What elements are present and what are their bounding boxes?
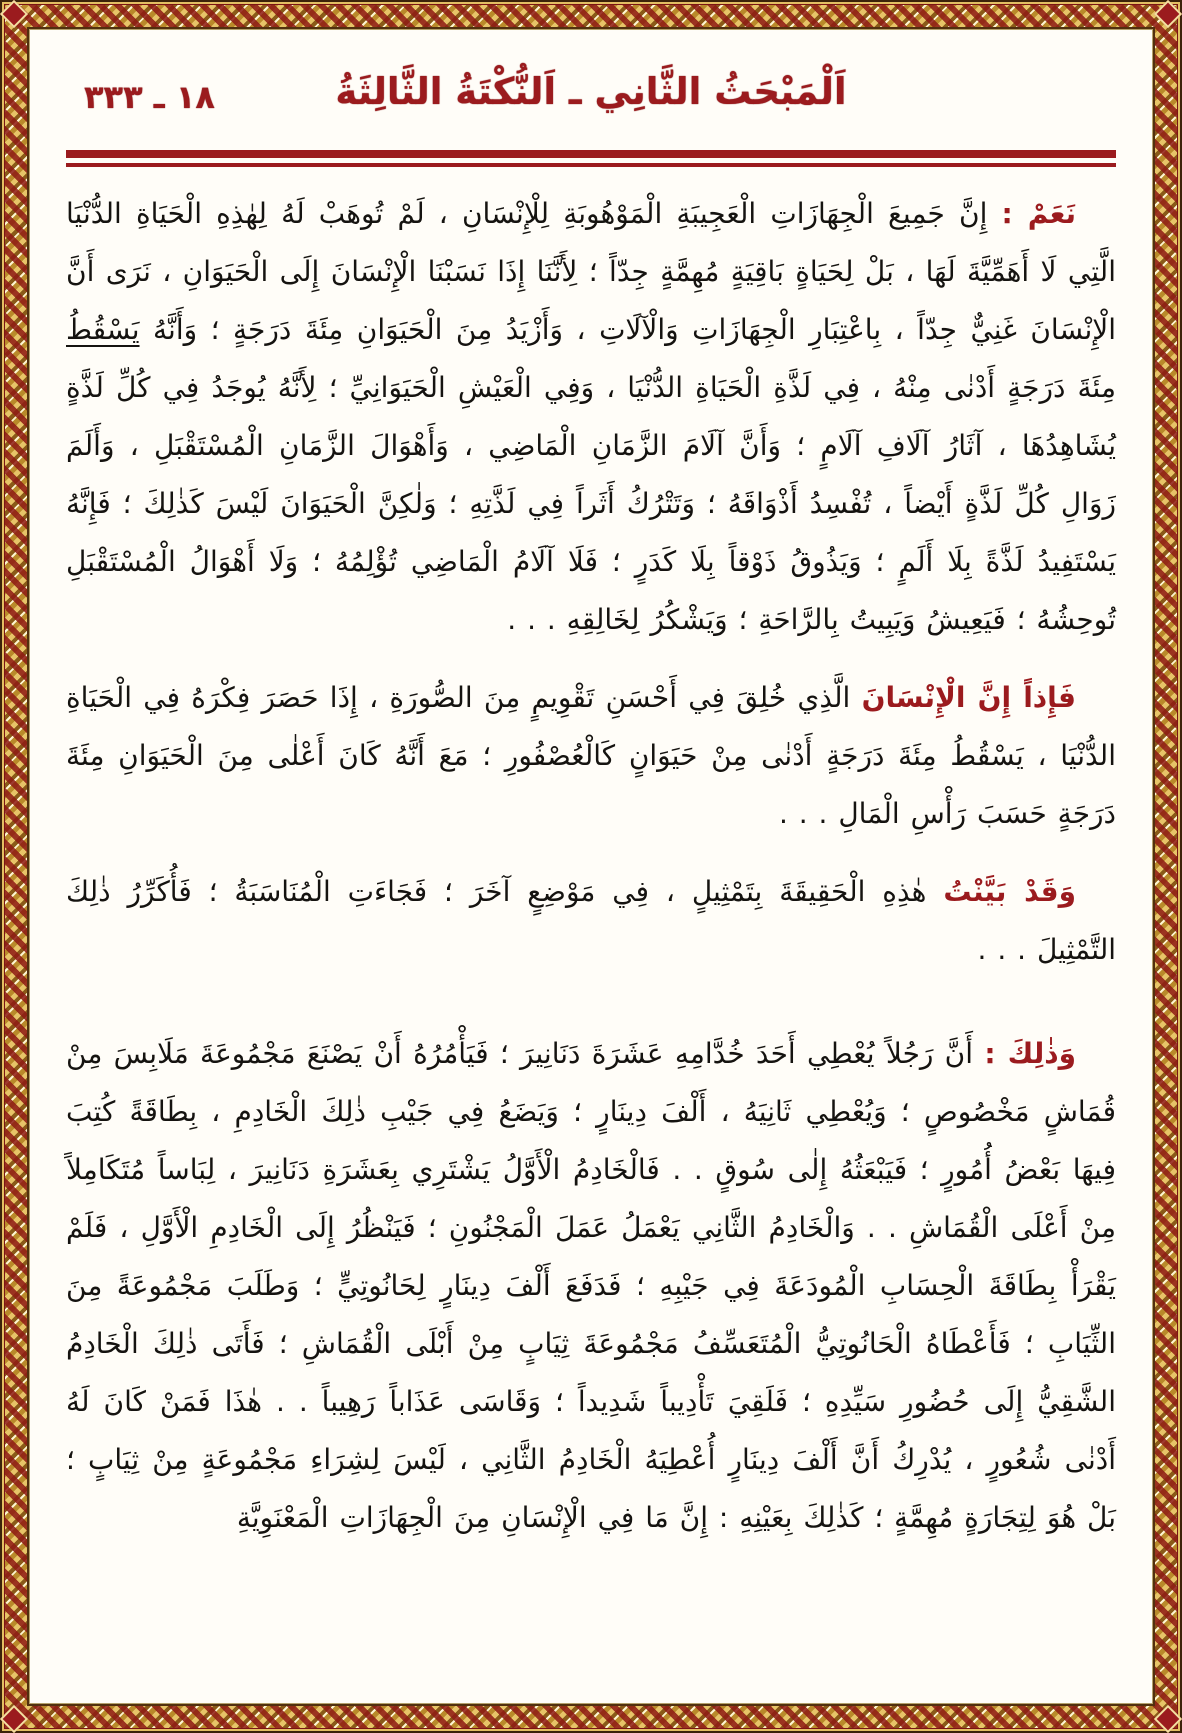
divider-rule-thick: [66, 150, 1116, 158]
page-title: اَلْمَبْحَثُ الثَّانِي ـ اَلنُّكْتَةُ الثَّالِثَةُ: [335, 70, 847, 113]
paragraph-lead-word: فَإِذاً إِنَّ الْإِنْسَانَ: [861, 681, 1077, 714]
frame-corner-ornament: [0, 0, 28, 28]
page-number: ١٨ ـ ٣٣٣: [84, 78, 215, 116]
paragraph: [66, 185, 1116, 649]
paragraph-lead-word: وَذٰلِكَ :: [984, 1037, 1076, 1070]
underlined-word: يَسْقُطُ: [66, 313, 140, 346]
header-divider: [66, 150, 1116, 167]
paragraph-text: الَّذِي خُلِقَ فِي أَحْسَنِ تَقْوِيمٍ مِنَ الصُّورَةِ ، إِذَا حَصَرَ فِكْرَهُ فِي الْحَيَاةِ الدُّنْيَا ، يَسْقُطُ مِئَةَ دَرَجَةٍ أَدْنٰى مِنْ حَيَوَانٍ كَالْعُصْفُورِ ؛ مَعَ أَنَّهُ كَانَ أَعْلٰى مِنَ الْحَيَوَانِ مِئَةَ دَرَجَةٍ حَسَبَ رَأْسِ الْمَالِ . . .: [66, 681, 1116, 830]
page-header: [66, 44, 1116, 136]
divider-rule-thin: [66, 163, 1116, 167]
paragraph: [66, 863, 1116, 979]
paragraph-text: هٰذِهِ الْحَقِيقَةَ بِتَمْثِيلٍ ، فِي مَوْضِعٍ آخَرَ ؛ فَجَاءَتِ الْمُنَاسَبَةُ ؛ فَأُكَرِّرُ ذٰلِكَ التَّمْثِيلَ . . .: [66, 875, 1116, 966]
paragraph: [66, 669, 1116, 843]
paragraph-text: مِئَةَ دَرَجَةٍ أَدْنٰى مِنْهُ ، فِي لَذَّةِ الْحَيَاةِ الدُّنْيَا ، وَفِي الْعَيْشِ الْحَيَوَانِيِّ ؛ لِأَنَّهُ يُوجَدُ فِي كُلِّ لَذَّةٍ يُشَاهِدُهَا ، آثَارُ آلَافِ آلَامٍ ؛ وَأَنَّ آلَامَ الزَّمَانِ الْمَاضِي ، وَأَهْوَالَ الزَّمَانِ الْمُسْتَقْبَلِ ، وَأَلَمَ زَوَالِ كُلِّ لَذَّةٍ أَيْضاً ، تُفْسِدُ أَذْوَاقَهُ ؛ وَتَتْرُكُ أَثَراً فِي لَذَّتِهِ ؛ وَلٰكِنَّ الْحَيَوَانَ لَيْسَ كَذٰلِكَ ؛ فَإِنَّهُ يَسْتَفِيدُ لَذَّةً بِلَا أَلَمٍ ؛ وَيَذُوقُ ذَوْقاً بِلَا كَدَرٍ ؛ فَلَا آلَامُ الْمَاضِي تُؤْلِمُهُ ؛ وَلَا أَهْوَالُ الْمُسْتَقْبَلِ تُوحِشُهُ ؛ فَيَعِيشُ وَيَبِيتُ بِالرَّاحَةِ ؛ وَيَشْكُرُ لِخَالِقِهِ . . .: [66, 371, 1116, 636]
frame-corner-ornament: [0, 1705, 28, 1733]
paragraph-lead-word: نَعَمْ :: [1001, 197, 1077, 230]
paragraph-lead-word: وَقَدْ بَيَّنْتُ: [943, 875, 1076, 908]
book-page: [29, 29, 1153, 1704]
paragraph-text: أَنَّ رَجُلاً يُعْطِي أَحَدَ خُدَّامِهِ عَشَرَةَ دَنَانِيرَ ؛ فَيَأْمُرُهُ أَنْ يَصْنَعَ مَجْمُوعَةَ مَلَابِسَ مِنْ قُمَاشٍ مَخْصُوصٍ ؛ وَيُعْطِي ثَانِيَهُ ، أَلْفَ دِينَارٍ ؛ وَيَضَعُ فِي جَيْبِ ذٰلِكَ الْخَادِمِ ، بِطَاقَةً كُتِبَ فِيهَا بَعْضُ أُمُورٍ ؛ فَيَبْعَثُهُ إِلٰى سُوقٍ . . فَالْخَادِمُ الْأَوَّلُ يَشْتَرِي بِعَشَرَةِ دَنَانِيرَ ، لِبَاساً مُتَكَامِلاً مِنْ أَعْلَى الْقُمَاشِ . . وَالْخَادِمُ الثَّانِي يَعْمَلُ عَمَلَ الْمَجْنُونِ ؛ فَيَنْظُرُ إِلَى الْخَادِمِ الْأَوَّلِ ، فَلَمْ يَقْرَأْ بِطَاقَةَ الْحِسَابِ الْمُودَعَةَ فِي جَيْبِهِ ؛ فَدَفَعَ أَلْفَ دِينَارٍ لِحَانُوتِيٍّ ؛ وَطَلَبَ مَجْمُوعَةً مِنَ الثِّيَابِ ؛ فَأَعْطَاهُ الْحَانُوتِيُّ الْمُتَعَسِّفُ مَجْمُوعَةَ ثِيَابٍ مِنْ أَبْلَى الْقُمَاشِ ؛ فَأَتَى ذٰلِكَ الْخَادِمُ الشَّقِيُّ إِلَى حُضُورِ سَيِّدِهِ ؛ فَلَقِيَ تَأْدِيباً شَدِيداً ؛ وَقَاسَى عَذَاباً رَهِيباً . . هٰذَا فَمَنْ كَانَ لَهُ أَدْنٰى شُعُورٍ ، يُدْرِكُ أَنَّ أَلْفَ دِينَارٍ أُعْطِيَهُ الْخَادِمُ الثَّانِي ، لَيْسَ لِشِرَاءِ مَجْمُوعَةٍ مِنْ ثِيَابٍ ؛ بَلْ هُوَ لِتِجَارَةٍ مُهِمَّةٍ ؛ كَذٰلِكَ بِعَيْنِهِ : إِنَّ مَا فِي الْإِنْسَانِ مِنَ الْجِهَازَاتِ الْمَعْنَوِيَّةِ: [66, 1037, 1116, 1534]
frame-corner-ornament: [1154, 0, 1182, 28]
paragraph: [66, 1025, 1116, 1547]
frame-corner-ornament: [1154, 1705, 1182, 1733]
paragraph-text: إِنَّ جَمِيعَ الْجِهَازَاتِ الْعَجِيبَةِ الْمَوْهُوبَةِ لِلْإِنْسَانِ ، لَمْ تُوهَبْ لَهُ لِهٰذِهِ الْحَيَاةِ الدُّنْيَا الَّتِي لَا أَهَمِّيَّةَ لَهَا ، بَلْ لِحَيَاةٍ بَاقِيَةٍ مُهِمَّةٍ جِدّاً ؛ لِأَنَّنَا إِذَا نَسَبْنَا الْإِنْسَانَ إِلَى الْحَيَوَانِ ، نَرَى أَنَّ الْإِنْسَانَ غَنِيٌّ جِدّاً ، بِاعْتِبَارِ الْجِهَازَاتِ وَالْآلَاتِ ، وَأَزْيَدُ مِنَ الْحَيَوَانِ مِئَةَ دَرَجَةٍ ؛ وَأَنَّهُ: [66, 197, 1116, 346]
body-text: [66, 185, 1116, 1547]
